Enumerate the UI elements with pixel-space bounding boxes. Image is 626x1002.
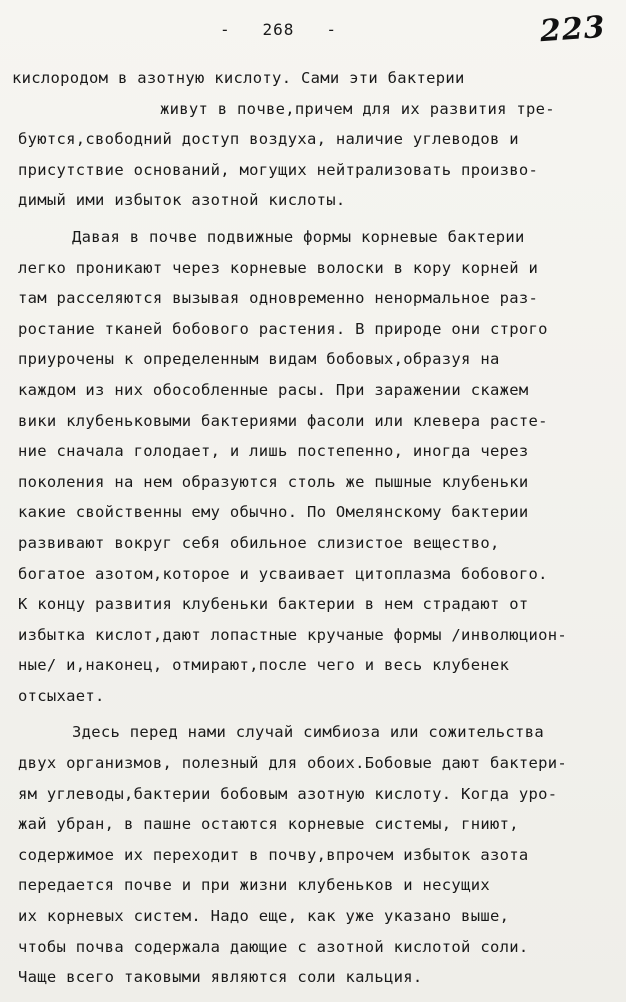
text-line: какие свойственны ему обычно. По Омелянскому бактерии [18, 503, 529, 522]
text-line: богатое азотом,которое и усваивает цитоплазма бобового. [18, 564, 548, 583]
text-line: К концу развития клубеньки бактерии в нем страдают от [18, 595, 529, 614]
text-line: содержимое их переходит в почву,впрочем избыток азота [18, 845, 529, 864]
text-line: Здесь перед нами случай симбиоза или сожительства [72, 723, 544, 742]
page-number: - 268 - [220, 20, 337, 39]
text-line: там расселяются вызывая одновременно ненормальное раз- [18, 289, 539, 308]
text-line: приурочены к определенным видам бобовых,образуя на [18, 350, 500, 369]
text-line: вики клубеньковыми бактериями фасоли или клевера расте- [18, 411, 548, 430]
text-line: Давая в почве подвижные формы корневые бактерии [72, 227, 525, 246]
text-line: каждом из них обособленные расы. При заражении скажем [18, 380, 529, 399]
text-line: жай убран, в пашне остаются корневые системы, гниют, [18, 815, 519, 834]
text-line: присутствие оснований, могущих нейтрализовать произво- [18, 160, 539, 179]
handwritten-folio-number: 223 [539, 9, 608, 50]
text-line: ние сначала голодает, и лишь постепенно, иногда через [18, 442, 529, 461]
text-line: буются,свободний доступ воздуха, наличие углеводов и [18, 130, 519, 149]
text-line: чтобы почва содержала дающие с азотной кислотой соли. [18, 937, 529, 956]
text-line: двух организмов, полезный для обоих.Бобовые дают бактери- [18, 754, 568, 773]
text-line: легко проникают через корневые волоски в кору корней и [18, 258, 539, 277]
text-line: их корневых систем. Надо еще, как уже указано выше, [18, 907, 510, 926]
text-line: отсыхает. [18, 686, 105, 705]
text-line: ные/ и,наконец, отмирают,после чего и весь клубенек [18, 656, 510, 675]
text-line: живут в почве,причем для их развития тре- [160, 99, 555, 118]
text-line: кислородом в азотную кислоту. Сами эти бактерии [12, 69, 465, 87]
text-line: избытка кислот,дают лопастные кручаные формы /инволюцион- [18, 625, 568, 644]
text-line: димый ими избыток азотной кислоты. [18, 191, 346, 210]
page-header [0, 9, 626, 50]
text-line: развивают вокруг себя обильное слизистое вещество, [18, 533, 500, 552]
typed-text-body [0, 63, 626, 993]
text-line: ростание тканей бобового растения. В природе они строго [18, 319, 548, 338]
text-line: ям углеводы,бактерии бобовым азотную кислоту. Когда уро- [18, 784, 558, 803]
text-line: Чаще всего таковыми являются соли кальция. [18, 968, 423, 987]
text-line: поколения на нем образуются столь же пышные клубеньки [18, 472, 529, 491]
text-line: передается почве и при жизни клубеньков и несущих [18, 876, 490, 895]
